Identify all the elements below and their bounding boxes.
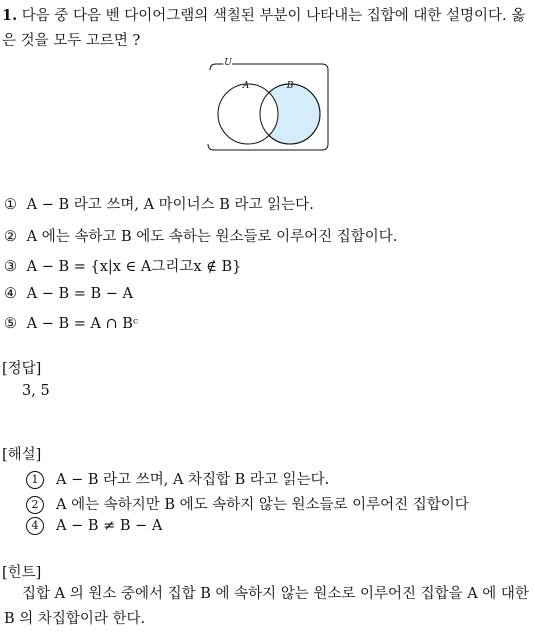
- explanation-item: [26, 517, 162, 535]
- hint-heading: [힌트]: [2, 565, 42, 581]
- option-marker: ②: [4, 229, 17, 245]
- option-marker: ⑤: [4, 316, 17, 332]
- option-text: A 에는 속하고 B 에도 속하는 원소들로 이루어진 집합이다.: [26, 229, 398, 245]
- option-3: [4, 255, 241, 276]
- explanation-item: [26, 468, 329, 489]
- option-text: A − B = A ∩ Bᶜ: [26, 316, 138, 332]
- hint-text: 집합 A 의 원소 중에서 집합 B 에 속하지 않는 원소로 이루어진 집합을 A 에 대한 B 의 차집합이라 한다.: [4, 586, 529, 627]
- explanation-heading: [해설]: [2, 447, 42, 463]
- venn-diagram: [206, 58, 330, 154]
- option-2: [4, 225, 397, 246]
- option-marker: ③: [4, 259, 17, 275]
- explanation-marker: 2: [26, 496, 44, 514]
- explanation-item: [26, 493, 469, 514]
- answer-heading: [정답]: [2, 361, 42, 377]
- option-4: [4, 286, 133, 302]
- option-text: A − B = B − A: [26, 286, 133, 302]
- option-marker: ④: [4, 286, 17, 302]
- explanation-text: A − B ≠ B − A: [56, 518, 163, 534]
- set-a-label: A: [242, 81, 250, 91]
- answer-value: 3, 5: [22, 383, 50, 399]
- universe-label: U: [224, 58, 232, 68]
- option-text: A − B = {x|x ∈ A그리고x ∉ B}: [26, 259, 242, 275]
- question-text: [2, 3, 532, 54]
- option-text: A − B 라고 쓰며, A 마이너스 B 라고 읽는다.: [26, 197, 314, 213]
- explanation-text: A 에는 속하지만 B 에도 속하지 않는 원소들로 이루어진 집합이다: [56, 497, 469, 513]
- set-b-label: B: [286, 81, 294, 91]
- explanation-text: A − B 라고 쓰며, A 차집합 B 라고 읽는다.: [56, 472, 330, 488]
- question-number: 1.: [2, 7, 18, 24]
- question-body: 다음 중 다음 벤 다이어그램의 색칠된 부분이 나타내는 집합에 대한 설명이다. 옳은 것을 모두 고르면 ?: [2, 8, 526, 49]
- option-5: [4, 316, 138, 332]
- option-1: [4, 193, 314, 214]
- explanation-marker: 4: [26, 517, 44, 535]
- hint-paragraph: [4, 582, 534, 632]
- explanation-marker: 1: [26, 471, 44, 489]
- option-marker: ①: [4, 197, 17, 213]
